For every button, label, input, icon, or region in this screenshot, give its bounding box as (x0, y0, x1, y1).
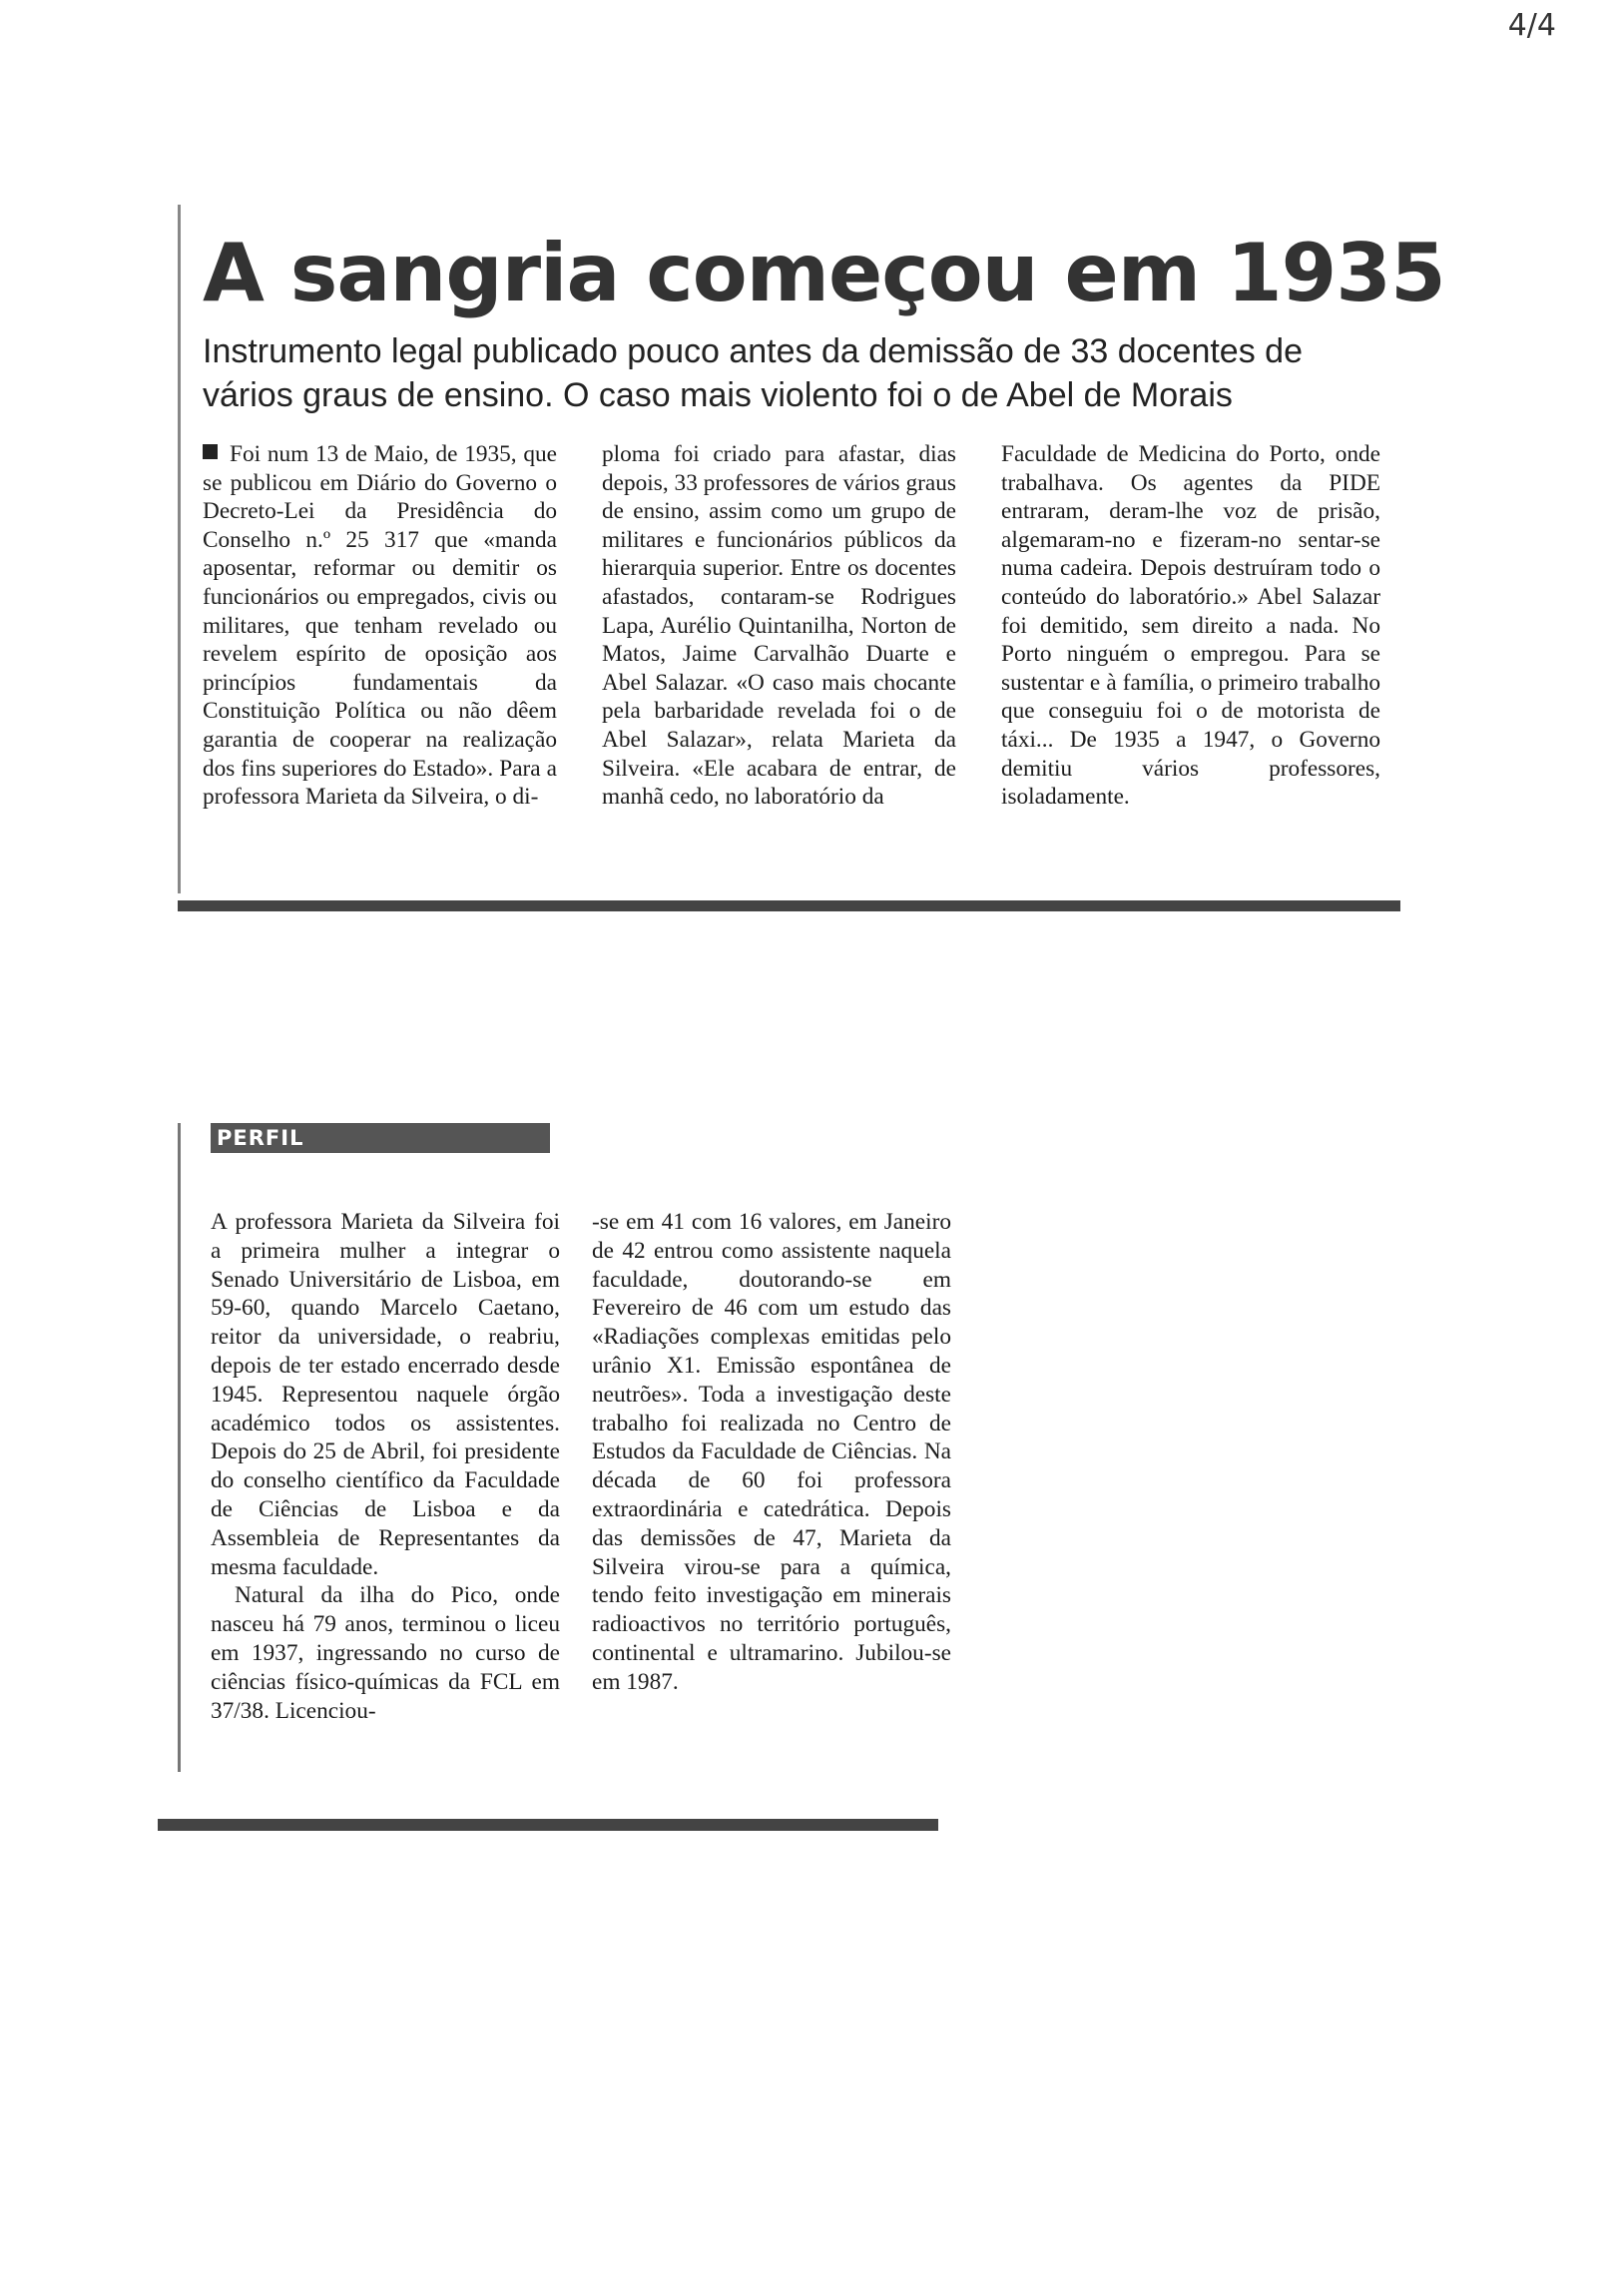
deck: Instrumento legal publicado pouco antes da demissão de 33 docentes de vários graus de ensino. O caso mais violento foi o de Abel de Morais (203, 332, 1303, 414)
bullet-square-icon (203, 444, 218, 459)
profile-paragraph-2: Natural da ilha do Pico, onde nasceu há 79 anos, terminou o liceu em 1937, ingressando no curso de ciências físico-químicas da FCL em 37/38. Licenciou- (211, 1582, 560, 1724)
article-bottom-rule (178, 900, 1400, 911)
article-column-1 (203, 440, 557, 812)
page-number: 4/4 (1507, 8, 1556, 43)
profile-paragraph-1: A professora Marieta da Silveira foi a primeira mulher a integrar o Senado Universitário de Lisboa, em 59-60, quando Marcelo Caetano, reitor da universidade, o reabriu, depois de ter estado encerrado desde 1945. Representou naquele órgão académico todos os assistentes. Depois do 25 de Abril, foi presidente do conselho científico da Faculdade de Ciências de Lisboa e da Assembleia de Representantes da mesma faculdade. (211, 1209, 560, 1580)
profile-box (178, 1123, 949, 1772)
profile-column-1 (211, 1208, 560, 1725)
profile-label: PERFIL (211, 1123, 550, 1153)
article-column-3 (1001, 440, 1380, 812)
profile-paragraph-3: -se em 41 com 16 valores, em Janeiro de 42 entrou como assistente naquela faculdade, doutorando-se em Fevereiro de 46 com um estudo das «Radiações complexas emitidas pelo urânio X1. Emissão espontânea de neutrões». Toda a investigação deste trabalho foi realizada no Centro de Estudos da Faculdade de Ciências. Na década de 60 foi professora extraordinária e catedrática. Depois das demissões de 47, Marieta da Silveira virou-se para a química, tendo feito investigação em minerais radioactivos no território português, continental e ultramarino. Jubilou-se em 1987. (592, 1209, 951, 1695)
article-column-2 (602, 440, 956, 812)
profile-bottom-rule (158, 1819, 938, 1831)
headline: A sangria começou em 1935 (203, 227, 1445, 319)
article (178, 205, 1445, 893)
article-column-3-text: Faculdade de Medicina do Porto, onde trabalhava. Os agentes da PIDE entraram, deram-lhe voz de prisão, algemaram-no e fizeram-no sentar-se numa cadeira. Depois destruíram todo o conteúdo do laboratório.» Abel Salazar foi demitido, sem direito a nada. No Porto ninguém o empregou. Para se sustentar e à família, o primeiro trabalho que conseguiu foi o de motorista de táxi... De 1935 a 1947, o Governo demitiu vários professores, isoladamente. (1001, 441, 1380, 811)
article-column-2-text: ploma foi criado para afastar, dias depois, 33 professores de vários graus de ensino, assim como um grupo de militares e funcionários públicos da hierarquia superior. Entre os docentes afastados, contaram-se Rodrigues Lapa, Aurélio Quintanilha, Norton de Matos, Jaime Carvalhão Duarte e Abel Salazar. «O caso mais chocante pela barbaridade revelada foi o de Abel Salazar», relata Marieta da Silveira. «Ele acabara de entrar, de manhã cedo, no laboratório da (602, 441, 956, 811)
article-column-1-text: Foi num 13 de Maio, de 1935, que se publicou em Diário do Governo o Decreto-Lei da Presidência do Conselho n.º 25 317 que «manda aposentar, reformar ou demitir os funcionários ou empregados, civis ou militares, que tenham revelado ou revelem espírito de oposição aos princípios fundamentais da Constituição Política ou não dêem garantia de cooperar na realização dos fins superiores do Estado». Para a professora Marieta da Silveira, o di- (203, 441, 557, 811)
profile-column-2 (592, 1208, 951, 1697)
